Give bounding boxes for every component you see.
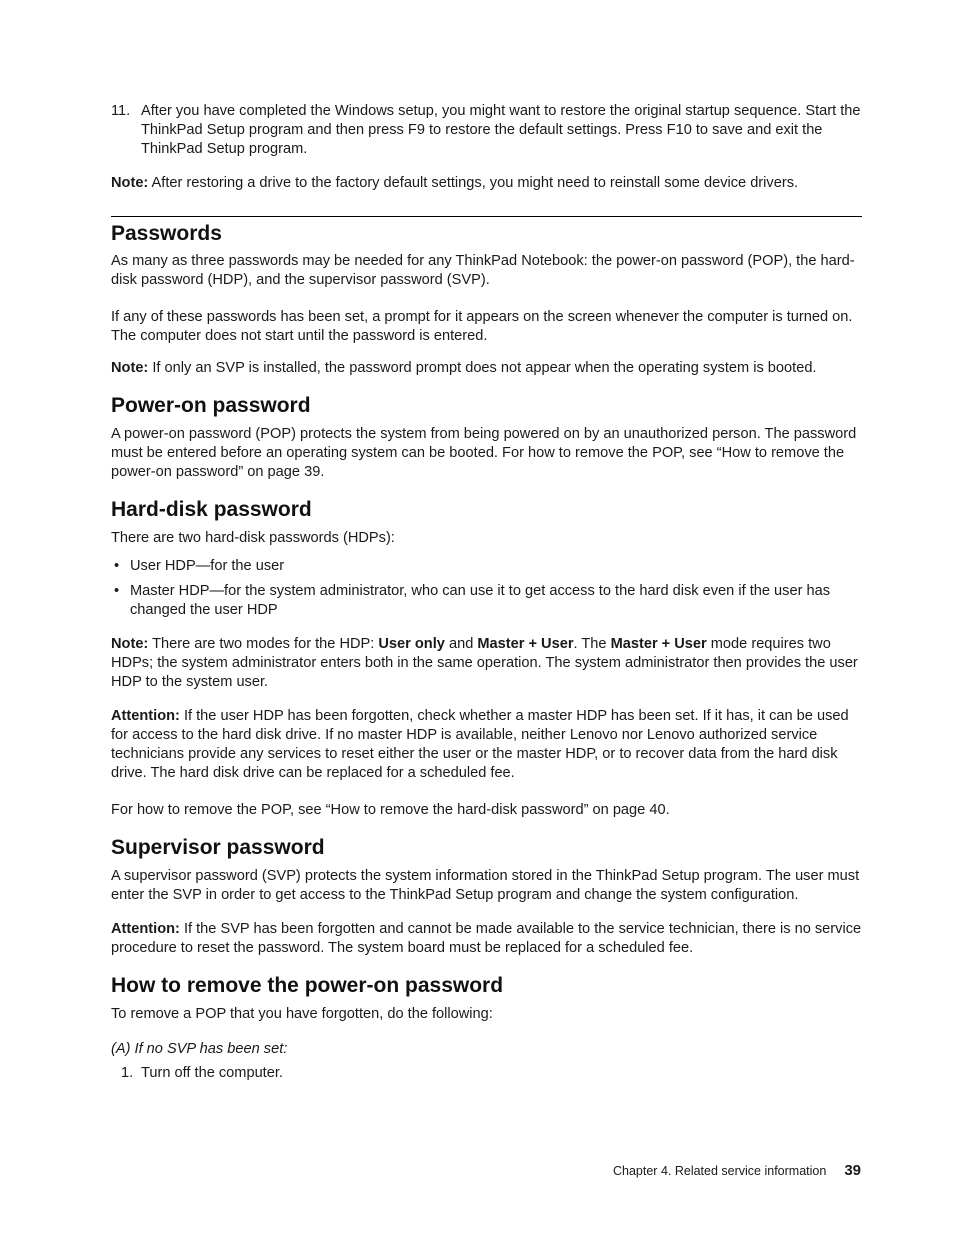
supervisor-paragraph: A supervisor password (SVP) protects the system information stored in the ThinkPad Setup program. The user must enter the SVP in order to get access to the ThinkPad Setup program and change the system configuration. — [111, 868, 860, 903]
ref-text: For how to remove the POP, see — [111, 802, 326, 818]
step-number: 11. — [111, 103, 131, 119]
footer-chapter: Chapter 4. Related service information — [613, 1164, 827, 1178]
note-label: Note: — [111, 360, 149, 376]
page-content — [111, 102, 862, 1083]
page-footer — [613, 1162, 861, 1179]
list-item — [111, 582, 862, 620]
heading-hard-disk-password: Hard-disk password — [111, 498, 312, 521]
hard-disk-remove-ref — [111, 801, 862, 820]
hard-disk-attention — [111, 707, 862, 783]
attention-label: Attention: — [111, 921, 180, 937]
mode-master-user: Master + User — [610, 636, 707, 652]
passwords-paragraph-2: If any of these passwords has been set, a prompt for it appears on the screen whenever the computer is turned on. The computer does not start until the password is entered. — [111, 309, 853, 344]
bullet-icon: • — [114, 583, 120, 599]
passwords-note — [111, 359, 862, 378]
note-factory-defaults — [111, 174, 862, 193]
section-divider — [111, 216, 862, 217]
attention-text: If the SVP has been forgotten and cannot be made available to the service technician, there is no service procedure to reset the password. The system board must be replaced for a scheduled fee. — [111, 921, 862, 956]
link-remove-power-on-password[interactable]: “How to remove the power-on password” on page 39 — [111, 445, 845, 480]
note-text: After restoring a drive to the factory default settings, you might need to reinstall some device drivers. — [148, 175, 799, 191]
power-on-paragraph — [111, 425, 862, 482]
attention-text: If the user HDP has been forgotten, check whether a master HDP has been set. If it has, it can be used for access to the hard disk drive. If no master HDP is available, neither Lenovo nor Lenovo authorized service technicians provide any services to reset either the user or the master HDP, or to recover data from the hard disk drive. The hard disk drive can be replaced for a scheduled fee. — [111, 708, 849, 781]
note-label: Note: — [111, 636, 149, 652]
attention-label: Attention: — [111, 708, 180, 724]
heading-passwords: Passwords — [111, 222, 222, 245]
mode-user-only: User only — [378, 636, 445, 652]
hard-disk-intro: There are two hard-disk passwords (HDPs): — [111, 530, 395, 546]
note-text: There are two modes for the HDP: — [148, 636, 379, 652]
case-a-label: (A) If no SVP has been set: — [111, 1041, 288, 1057]
heading-supervisor-password: Supervisor password — [111, 836, 325, 859]
note-text: mode requires two HDPs; the system administrator enters both in the same operation. The system administrator then provides the user HDP to the system user. — [111, 636, 858, 690]
step-text: Turn off the computer. — [141, 1065, 283, 1081]
supervisor-attention — [111, 920, 862, 958]
note-text: If only an SVP is installed, the password prompt does not appear when the operating system is booted. — [148, 360, 817, 376]
note-label: Note: — [111, 175, 149, 191]
mode-master-user: Master + User — [477, 636, 574, 652]
hard-disk-note — [111, 635, 862, 692]
remove-pop-intro: To remove a POP that you have forgotten, do the following: — [111, 1006, 493, 1022]
bullet-icon: • — [114, 558, 120, 574]
power-on-text: A power-on password (POP) protects the system from being powered on by an unauthorized person. The password must be entered before an operating system can be booted. For how to remove the POP, see — [111, 426, 857, 461]
power-on-text-end: . — [320, 464, 325, 480]
link-remove-hard-disk-password[interactable]: “How to remove the hard-disk password” on page 40 — [325, 802, 666, 818]
hdp-list — [111, 557, 862, 620]
step-number: 1. — [121, 1065, 134, 1081]
note-text: . The — [573, 636, 611, 652]
step-11 — [111, 102, 862, 159]
remove-pop-step-1 — [111, 1064, 862, 1083]
list-item-text: Master HDP—for the system administrator, who can use it to get access to the hard disk even if the user has changed the user HDP — [130, 583, 831, 618]
heading-remove-power-on-password: How to remove the power-on password — [111, 974, 504, 997]
note-text: and — [444, 636, 478, 652]
list-item — [111, 557, 862, 576]
step-text: After you have completed the Windows setup, you might want to restore the original startup sequence. Start the ThinkPad Setup program and then press F9 to restore the default settings. Press F10 to save and exit the ThinkPad Setup program. — [141, 103, 861, 157]
passwords-paragraph-1: As many as three passwords may be needed for any ThinkPad Notebook: the power-on password (POP), the hard-disk password (HDP), and the supervisor password (SVP). — [111, 253, 855, 288]
ref-text-end: . — [665, 802, 670, 818]
heading-power-on-password: Power-on password — [111, 394, 311, 417]
page-number: 39 — [844, 1162, 861, 1179]
list-item-text: User HDP—for the user — [130, 558, 285, 574]
